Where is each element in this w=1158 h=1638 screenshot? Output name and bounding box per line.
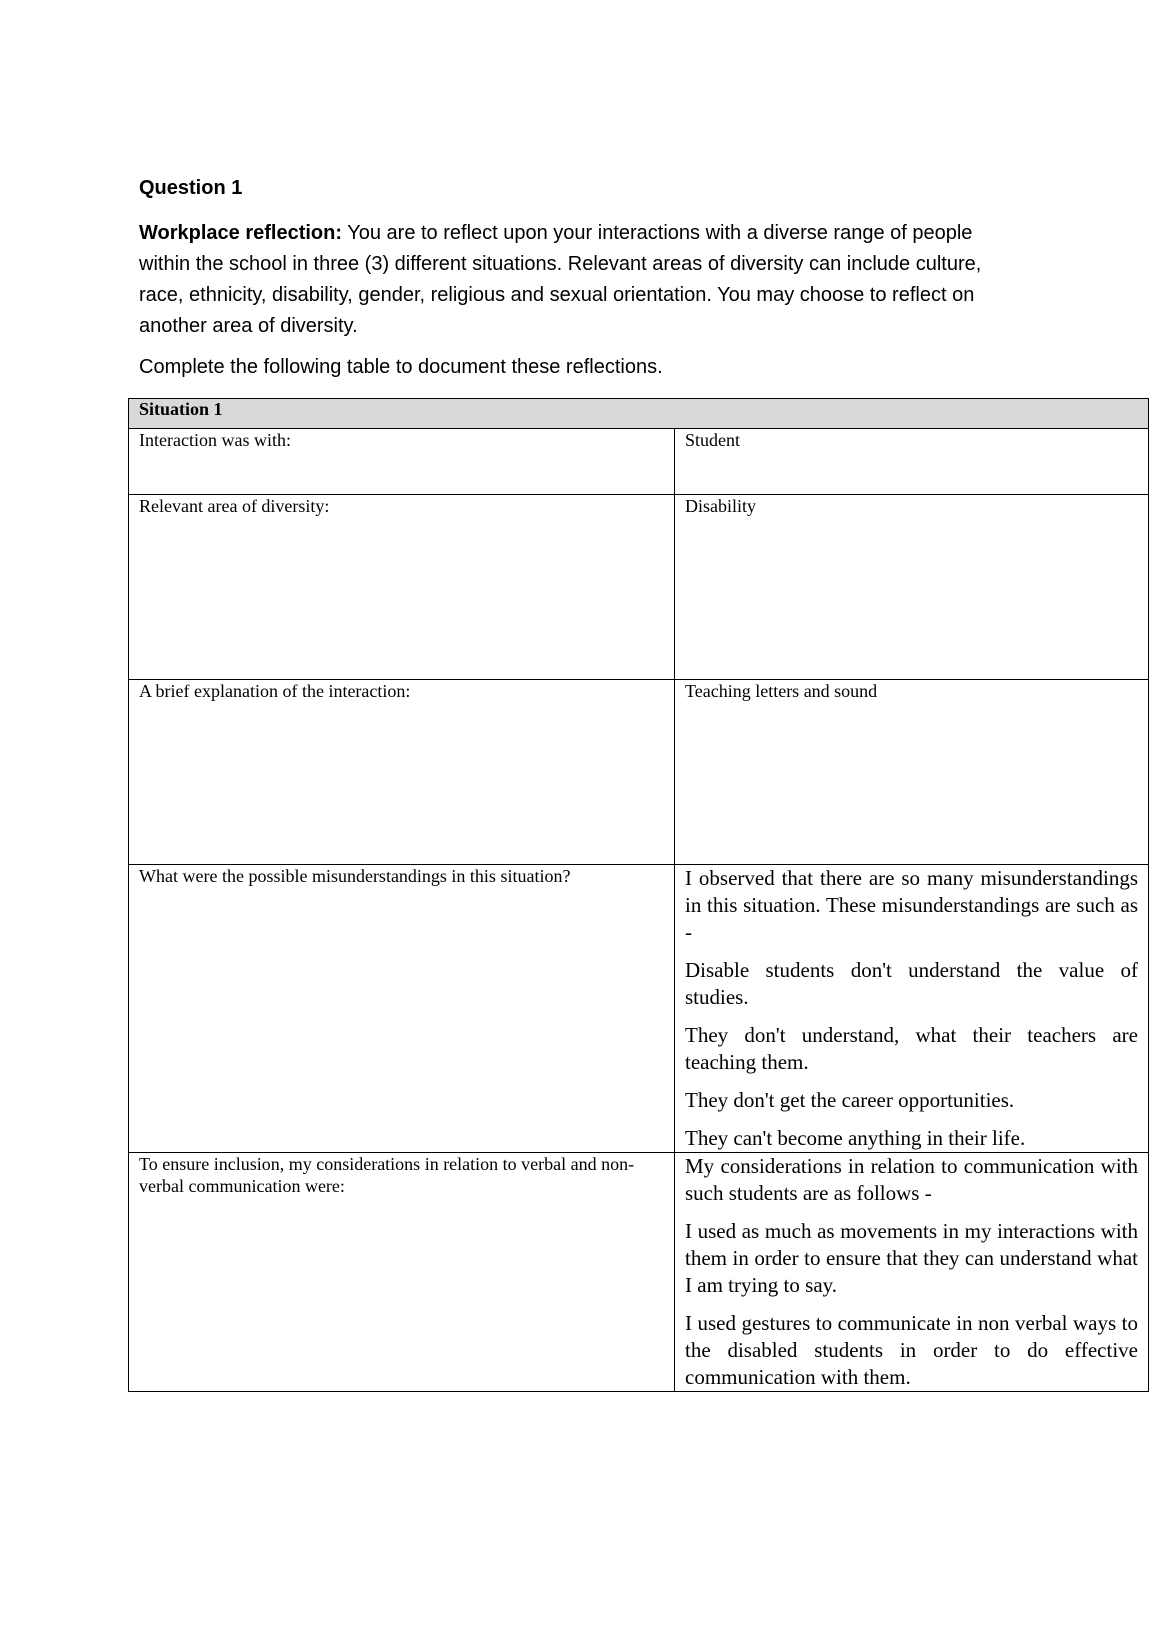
table-row	[129, 865, 1149, 1153]
row-label-diversity: Relevant area of diversity:	[129, 495, 675, 680]
intro-paragraph	[139, 218, 1019, 342]
table-row	[129, 495, 1149, 680]
question-title: Question 1	[139, 177, 243, 199]
row-value-explanation: Teaching letters and sound	[675, 680, 1149, 865]
table-row	[129, 429, 1149, 495]
table-row	[129, 680, 1149, 865]
intro-bold-label: Workplace reflection:	[139, 222, 343, 244]
row-label-misunderstandings: What were the possible misunderstandings in this situation?	[129, 865, 675, 1153]
misunderstanding-paragraph: They don't understand, what their teachers are teaching them.	[685, 1023, 1138, 1074]
row-value-misunderstandings	[675, 865, 1149, 1153]
row-value-considerations	[675, 1153, 1149, 1392]
reflection-table	[128, 398, 1149, 1392]
consideration-paragraph: I used gestures to communicate in non verbal ways to the disabled students in order to do effective communication with them.	[685, 1311, 1138, 1389]
misunderstanding-paragraph: I observed that there are so many misunderstandings in this situation. These misunderstandings are such as -	[685, 866, 1138, 944]
row-value-interaction: Student	[675, 429, 1149, 495]
row-label-explanation: A brief explanation of the interaction:	[129, 680, 675, 865]
consideration-paragraph: I used as much as movements in my interactions with them in order to ensure that they can understand what I am trying to say.	[685, 1219, 1138, 1297]
misunderstanding-paragraph: They can't become anything in their life.	[685, 1126, 1026, 1150]
intro-text: You are to reflect upon your interactions with a diverse range of people within the school in three (3) different situations. Relevant areas of diversity can include culture, race, ethnicity, disability, gender, religious and sexual orientation. You may choose to reflect on another area of diversity.	[139, 222, 982, 337]
table-row	[129, 1153, 1149, 1392]
row-label-considerations: To ensure inclusion, my considerations in relation to verbal and non-verbal communication were:	[129, 1153, 675, 1392]
misunderstanding-paragraph: They don't get the career opportunities.	[685, 1088, 1015, 1112]
row-label-interaction: Interaction was with:	[129, 429, 675, 495]
row-value-diversity: Disability	[675, 495, 1149, 680]
misunderstanding-paragraph: Disable students don't understand the value of studies.	[685, 958, 1138, 1009]
consideration-paragraph: My considerations in relation to communication with such students are as follows -	[685, 1154, 1138, 1205]
table-heading-row	[129, 399, 1149, 429]
instruction-text: Complete the following table to document these reflections.	[139, 356, 663, 378]
situation-heading: Situation 1	[129, 399, 1149, 429]
